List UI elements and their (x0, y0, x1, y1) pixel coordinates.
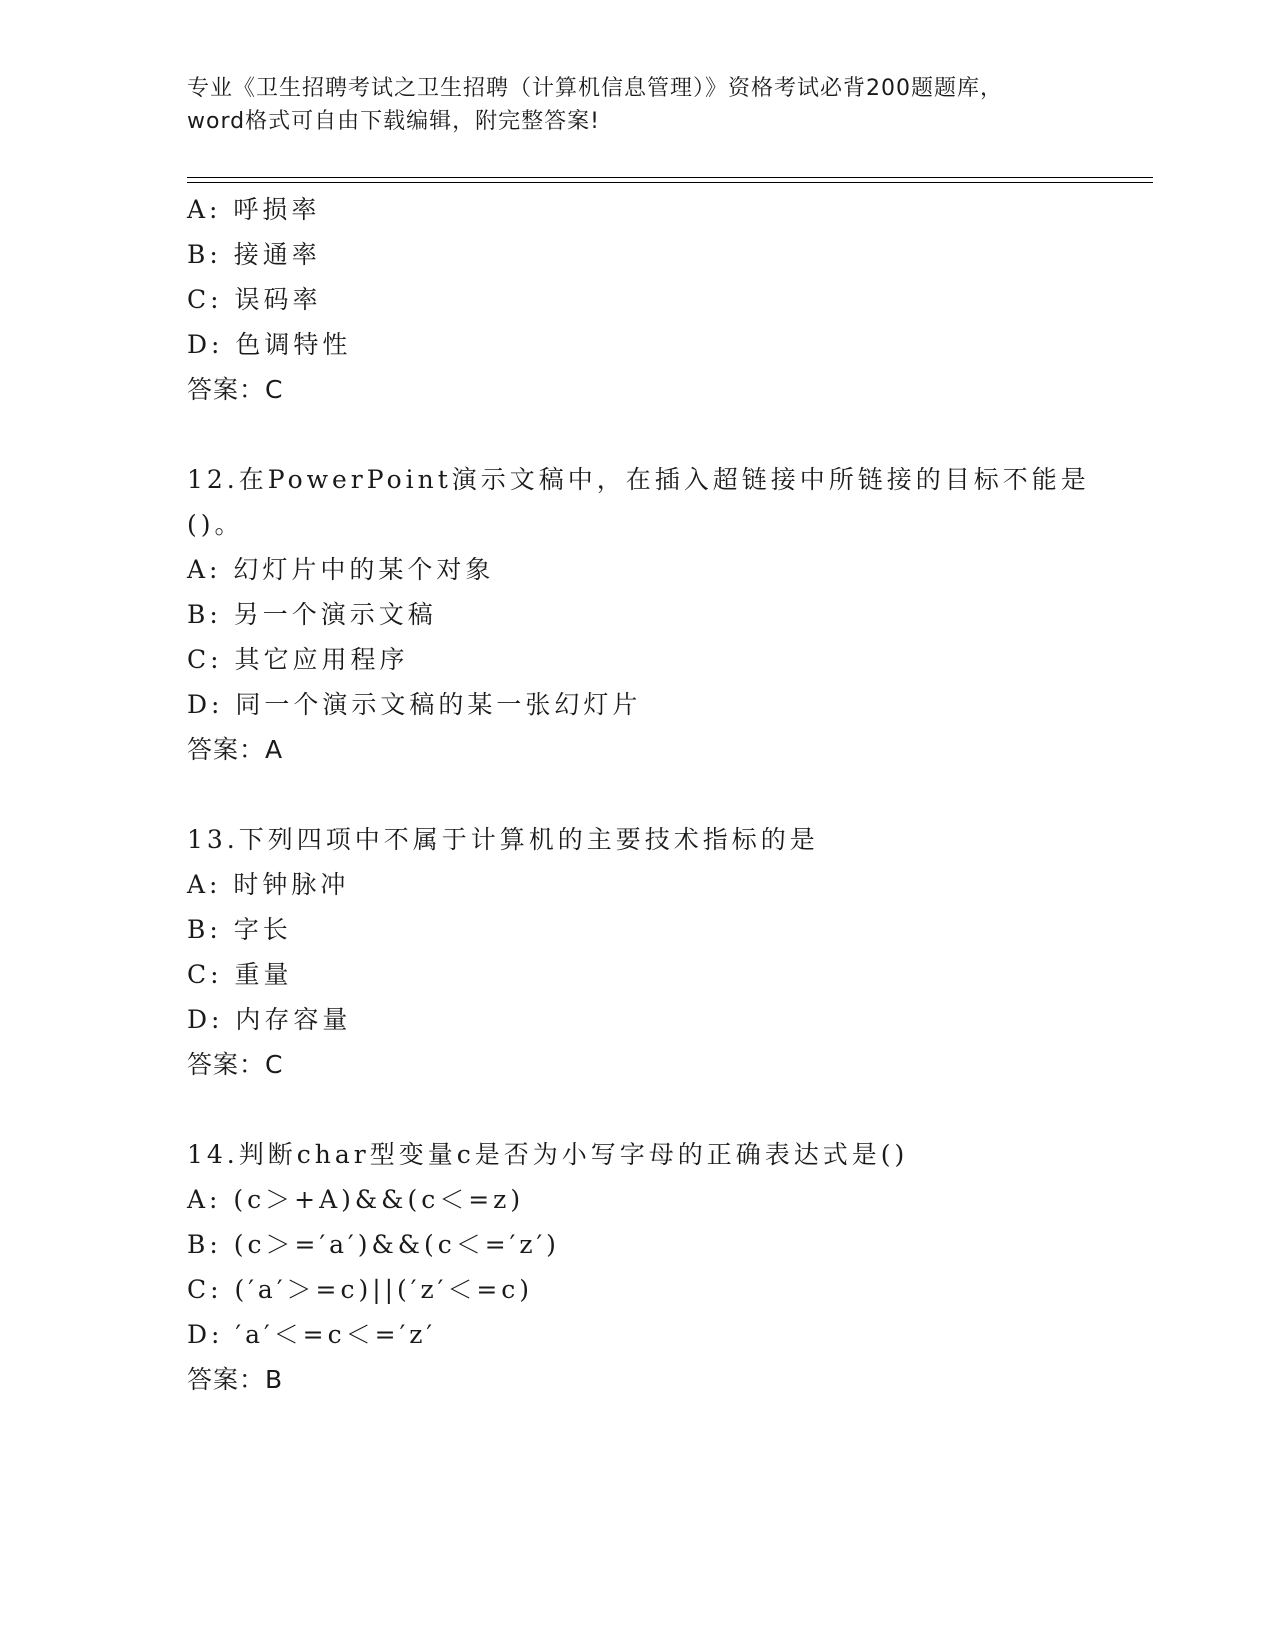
q13-option-a: A: 时钟脉冲 (187, 870, 350, 899)
q14-answer: 答案：B (187, 1365, 284, 1394)
q12-option-d: D: 同一个演示文稿的某一张幻灯片 (187, 690, 642, 719)
header-title-line-2: word格式可自由下载编辑，附完整答案! (187, 109, 600, 134)
q13-question: 13.下列四项中不属于计算机的主要技术指标的是 (187, 825, 819, 854)
q13-answer: 答案：C (187, 1050, 284, 1079)
q11-option-b: B: 接通率 (187, 240, 321, 269)
q12-option-a: A: 幻灯片中的某个对象 (187, 555, 495, 584)
q12-question-line-2: ()。 (187, 510, 244, 539)
q14-option-c: C: (′a′＞=c)||(′z′＜=c) (187, 1275, 534, 1304)
q14-option-a: A: (c＞+A)&&(c＜=z) (187, 1185, 525, 1214)
q12-option-c: C: 其它应用程序 (187, 645, 409, 674)
q12-option-b: B: 另一个演示文稿 (187, 600, 437, 629)
q11-option-c: C: 误码率 (187, 285, 322, 314)
header-title-line-1: 专业《卫生招聘考试之卫生招聘（计算机信息管理）》资格考试必背200题题库， (187, 76, 1003, 101)
q14-option-d: D: ′a′＜=c＜=′z′ (187, 1320, 437, 1349)
header-divider-top (187, 177, 1153, 178)
q13-option-c: C: 重量 (187, 960, 293, 989)
q12-question-line-1: 12.在PowerPoint演示文稿中，在插入超链接中所链接的目标不能是 (187, 465, 1090, 494)
q13-option-b: B: 字长 (187, 915, 292, 944)
q14-question: 14.判断char型变量c是否为小写字母的正确表达式是() (187, 1140, 909, 1169)
q14-option-b: B: (c＞=′a′)&&(c＜=′z′) (187, 1230, 560, 1259)
q11-answer: 答案：C (187, 375, 284, 404)
q11-option-d: D: 色调特性 (187, 330, 352, 359)
q12-answer: 答案：A (187, 735, 284, 764)
q11-option-a: A: 呼损率 (187, 195, 321, 224)
document-header (187, 72, 1087, 138)
q13-option-d: D: 内存容量 (187, 1005, 352, 1034)
header-divider-bottom (187, 182, 1153, 183)
